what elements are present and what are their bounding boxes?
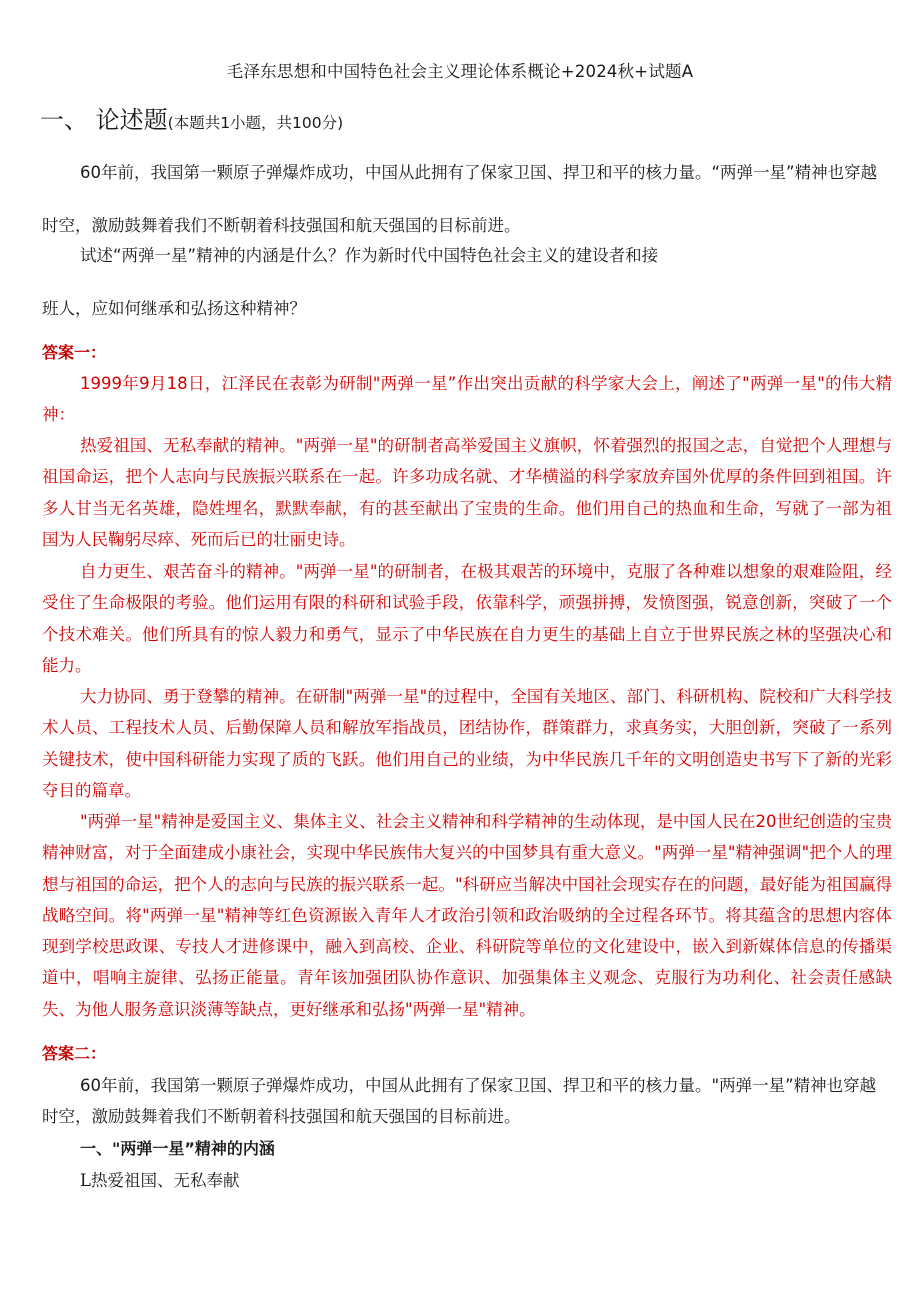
answer2-intro: 60年前，我国第一颗原子弹爆炸成功，中国从此拥有了保家卫国、捍卫和平的核力量。"两弹一星”精神也穿越时空，激励鼓舞着我们不断朝着科技强国和航天强国的目标前进。 (42, 1076, 877, 1127)
question-prompt-line1: 试述“两弹一星”精神的内涵是什么？作为新时代中国特色社会主义的建设者和接 (80, 246, 659, 265)
answer1-paragraph: 1999年9月18日，江泽民在表彰为研制"两弹一星”作出突出贡献的科学家大会上，阐述了"两弹一星"的伟大精神： (42, 374, 892, 425)
section-title: 一、 论述题 (40, 106, 168, 134)
answer1-paragraph: "两弹一星"精神是爱国主义、集体主义、社会主义精神和科学精神的生动体现，是中国人民在20世纪创造的宝贵精神财富，对于全面建成小康社会，实现中华民族伟大复兴的中国梦具有重大意义。"两弹一星"精神强调"把个人的理想与祖国的命运，把个人的志向与民族的振兴联系一起。"科研应当解决中国社会现实存在的问题，最好能为祖国赢得战略空间。将"两弹一星"精神等红色资源嵌入青年人才政治引领和政治吸纳的全过程各环节。将其蕴含的思想内容体现到学校思政课、专技人才进修课中，融入到高校、企业、科研院等单位的文化建设中，嵌入到新媒体信息的传播渠道中，唱响主旋律、弘扬正能量。青年该加强团队协作意识、加强集体主义观念、克服行为功利化、社会责任感缺失、为他人服务意识淡薄等缺点，更好继承和弘扬"两弹一星"精神。 (42, 812, 892, 1019)
question-prompt-line2: 班人，应如何继承和弘扬这种精神？ (42, 299, 306, 318)
answer1-label: 答案一： (42, 343, 107, 362)
section-note: (本题共1小题，共100分) (167, 114, 344, 132)
section-heading (40, 100, 343, 135)
question-intro: 60年前，我国第一颗原子弹爆炸成功，中国从此拥有了保家卫国、捍卫和平的核力量。“两弹一星”精神也穿越时空，激励鼓舞着我们不断朝着科技强国和航天强国的目标前进。 (42, 163, 878, 235)
answer1-paragraph: 大力协同、勇于登攀的精神。在研制"两弹一星"的过程中，全国有关地区、部门、科研机构、院校和广大科学技术人员、工程技术人员、后勤保障人员和解放军指战员，团结协作，群策群力，求真务实，大胆创新，突破了一系列关键技术，使中国科研能力实现了质的飞跃。他们用自己的业绩，为中华民族几千年的文明创造史书写下了新的光彩夺目的篇章。 (42, 687, 892, 800)
answer2-item: L热爱祖国、无私奉献 (80, 1171, 240, 1190)
answer1-paragraph: 热爱祖国、无私奉献的精神。"两弹一星"的研制者高举爱国主义旗帜，怀着强烈的报国之志，自觉把个人理想与祖国命运，把个人志向与民族振兴联系在一起。许多功成名就、才华横溢的科学家放弃国外优厚的条件回到祖国。许多人甘当无名英雄，隐姓埋名，默默奉献，有的甚至献出了宝贵的生命。他们用自己的热血和生命，写就了一部为祖国为人民鞠躬尽瘁、死而后已的壮丽史诗。 (42, 436, 892, 549)
answer2-subheading: 一、"两弹一星”精神的内涵 (80, 1139, 275, 1158)
answer1-paragraph: 自力更生、艰苦奋斗的精神。"两弹一星"的研制者，在极其艰苦的环境中，克服了各种难以想象的艰难险阻，经受住了生命极限的考验。他们运用有限的科研和试验手段，依靠科学，顽强拼搏，发愤图强，锐意创新，突破了一个个技术难关。他们所具有的惊人毅力和勇气，显示了中华民族在自力更生的基础上自立于世界民族之林的坚强决心和能力。 (42, 562, 892, 675)
answer2-label: 答案二： (42, 1044, 107, 1063)
document-title: 毛泽东思想和中国特色社会主义理论体系概论+2024秋+试题A (226, 62, 694, 81)
